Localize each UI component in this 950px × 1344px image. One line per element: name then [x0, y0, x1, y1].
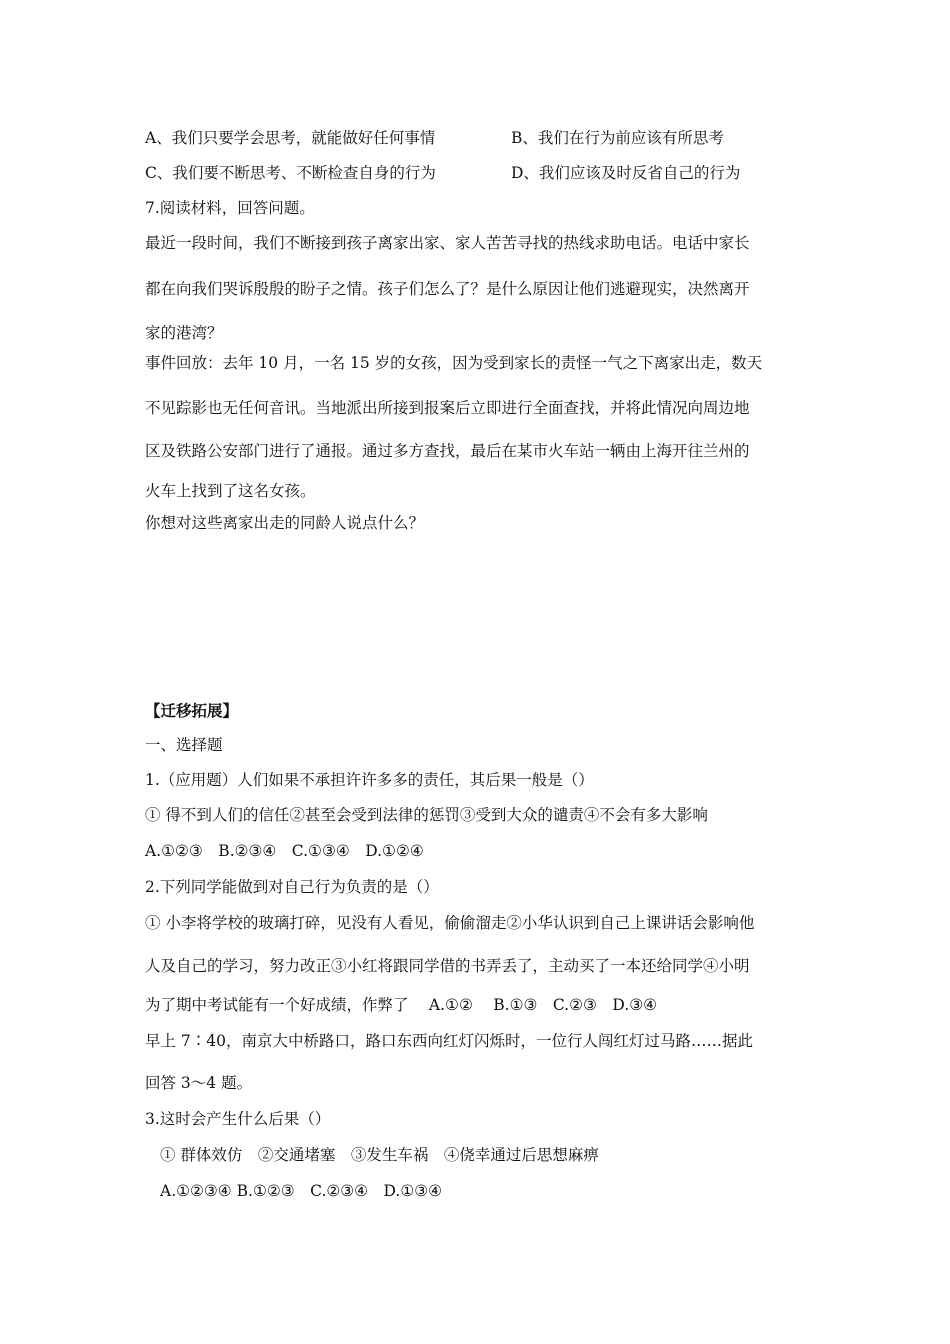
paragraph-line: 最近一段时间，我们不断接到孩子离家出家、家人苦苦寻找的热线求助电话。电话中家长 [145, 234, 750, 252]
question-7-title: 7.阅读材料，回答问题。 [145, 199, 315, 217]
context-line: 早上 7∶40，南京大中桥路口，路口东西向红灯闪烁时，一位行人闯红灯过马路……据此 [145, 1032, 754, 1050]
question-2-line: 人及自己的学习，努力改正③小红将跟同学借的书弄丢了，主动买了一本还给同学④小明 [145, 957, 750, 975]
question-2-line: ① 小李将学校的玻璃打碎，见没有人看见，偷偷溜走②小华认识到自己上课讲话会影响他 [145, 914, 755, 932]
question-1-options: A.①②③ B.②③④ C.①③④ D.①②④ [145, 842, 424, 860]
question-2-title: 2.下列同学能做到对自己行为负责的是（） [145, 878, 439, 896]
paragraph-line: 火车上找到了这名女孩。 [145, 482, 316, 500]
option-d: D、我们应该及时反省自己的行为 [511, 164, 741, 182]
option-a: A、我们只要学会思考，就能做好任何事情 [145, 129, 436, 147]
paragraph-line: 不见踪影也无任何音讯。当地派出所接到报案后立即进行全面查找，并将此情况向周边地 [145, 399, 750, 417]
paragraph-line: 家的港湾？ [145, 324, 223, 342]
paragraph-line: 都在向我们哭诉殷殷的盼子之情。孩子们怎么了？是什么原因让他们逃避现实，决然离开 [145, 280, 750, 298]
option-b: B、我们在行为前应该有所思考 [511, 129, 724, 147]
section-subheading: 一、选择题 [145, 736, 223, 754]
paragraph-line: 区及铁路公安部门进行了通报。通过多方查找，最后在某市火车站一辆由上海开往兰州的 [145, 442, 750, 460]
question-2-line: 为了期中考试能有一个好成绩，作弊了 A.①② B.①③ C.②③ D.③④ [145, 996, 657, 1014]
question-3-options: A.①②③④ B.①②③ C.②③④ D.①③④ [160, 1182, 443, 1200]
context-line: 回答 3～4 题。 [145, 1074, 253, 1092]
question-1-title: 1.（应用题）人们如果不承担许许多多的责任，其后果一般是（） [145, 771, 594, 789]
question-1-items: ① 得不到人们的信任②甚至会受到法律的惩罚③受到大众的谴责④不会有多大影响 [145, 806, 708, 824]
question-7-prompt: 你想对这些离家出走的同龄人说点什么？ [145, 514, 425, 532]
option-c: C、我们要不断思考、不断检查自身的行为 [145, 164, 436, 182]
section-heading: 【迁移拓展】 [145, 701, 239, 720]
question-3-items: ① 群体效仿 ②交通堵塞 ③发生车祸 ④侥幸通过后思想麻痹 [160, 1146, 599, 1164]
question-3-title: 3.这时会产生什么后果（） [145, 1110, 331, 1128]
paragraph-line: 事件回放：去年 10 月，一名 15 岁的女孩，因为受到家长的责怪一气之下离家出走，数天 [145, 354, 763, 372]
